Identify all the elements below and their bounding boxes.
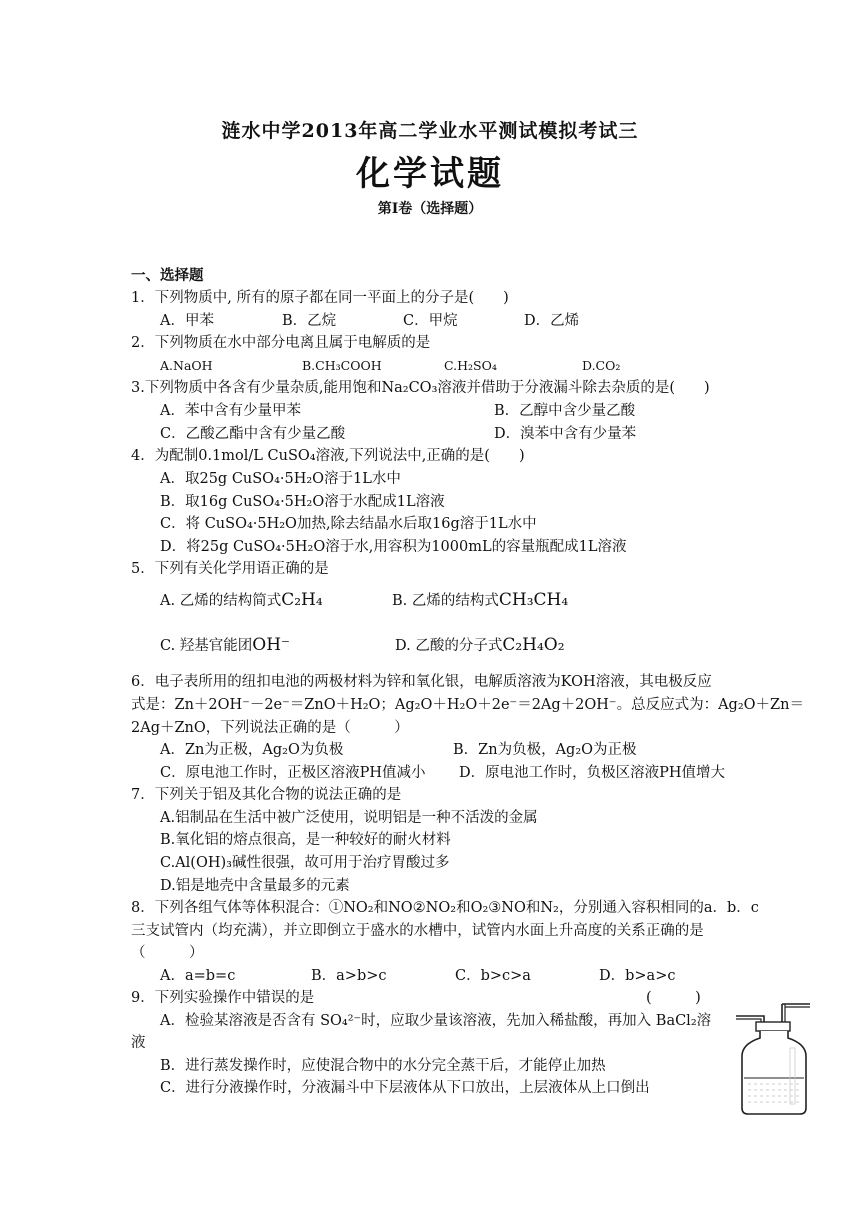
q5-option-d-formula: C₂H₄O₂ bbox=[502, 635, 565, 655]
q6-line-3: 2Ag＋ZnO，下列说法正确的是（ ） bbox=[131, 720, 409, 736]
volume-title: 第I卷（选择题） bbox=[377, 201, 483, 217]
q5-option-d bbox=[395, 635, 565, 656]
q7-option-c: C.Al(OH)₃碱性很强，故可用于治疗胃酸过多 bbox=[160, 855, 450, 871]
q8-option-b: B．a>b>c bbox=[311, 968, 387, 984]
q3-option-a: A．苯中含有少量甲苯 bbox=[160, 403, 301, 419]
q9-option-a-cont: 液 bbox=[131, 1035, 146, 1051]
q5-option-c bbox=[160, 635, 290, 656]
q4-stem: 4．为配制0.1mol/L CuSO₄溶液,下列说法中,正确的是( ) bbox=[131, 448, 525, 464]
q5-option-d-text: D. 乙酸的分子式 bbox=[395, 638, 503, 654]
q7-option-d: D.铝是地壳中含量最多的元素 bbox=[160, 878, 350, 894]
q1-option-a: A．甲苯 bbox=[160, 313, 214, 329]
q6-line-1: 6．电子表所用的纽扣电池的两极材料为锌和氧化银，电解质溶液为KOH溶液，其电极反应 bbox=[131, 674, 712, 690]
q3-stem: 3.下列物质中各含有少量杂质,能用饱和Na₂CO₃溶液并借助于分液漏斗除去杂质的是( ) bbox=[131, 380, 710, 396]
q6-line-2: 式是：Zn＋2OH⁻－2e⁻＝ZnO＋H₂O；Ag₂O＋H₂O＋2e⁻＝2Ag＋2OH⁻。总反应式为：Ag₂O＋Zn＝ bbox=[131, 697, 804, 713]
q3-option-d: D．溴苯中含有少量苯 bbox=[494, 426, 637, 442]
q6-option-a: A．Zn为正极，Ag₂O为负极 bbox=[160, 742, 344, 758]
q8-line-3: （ ） bbox=[131, 945, 204, 961]
q5-option-c-text: C. 羟基官能团 bbox=[160, 638, 253, 654]
q8-option-d: D．b>a>c bbox=[599, 968, 676, 984]
q1-option-c: C．甲烷 bbox=[403, 313, 458, 329]
q7-stem: 7．下列关于铝及其化合物的说法正确的是 bbox=[131, 787, 402, 803]
q2-option-c: C.H₂SO₄ bbox=[444, 358, 497, 373]
section-heading: 一、选择题 bbox=[131, 267, 204, 284]
q5-option-a-formula: C₂H₄ bbox=[281, 590, 323, 610]
q3-option-c: C．乙酸乙酯中含有少量乙酸 bbox=[160, 426, 346, 442]
q5-option-a bbox=[160, 590, 323, 611]
q2-option-d: D.CO₂ bbox=[582, 358, 621, 373]
q5-option-c-formula: OH⁻ bbox=[252, 635, 291, 655]
q4-option-c: C．将 CuSO₄·5H₂O加热,除去结晶水后取16g溶于1L水中 bbox=[160, 516, 537, 532]
q9-option-c: C．进行分液操作时，分液漏斗中下层液体从下口放出，上层液体从上口倒出 bbox=[160, 1080, 650, 1096]
q8-option-c: C．b>c>a bbox=[455, 968, 531, 984]
q9-stem: 9．下列实验操作中错误的是 bbox=[131, 990, 315, 1006]
q1-stem: 1．下列物质中, 所有的原子都在同一平面上的分子是( ) bbox=[131, 290, 509, 306]
q1-option-b: B．乙烷 bbox=[282, 313, 337, 329]
q8-option-a: A．a=b=c bbox=[160, 968, 236, 984]
q8-line-1: 8．下列各组气体等体积混合：①NO₂和NO②NO₂和O₂③NO和N₂，分别通入容积相同的a．b．c bbox=[131, 900, 759, 916]
q4-option-b: B．取16g CuSO₄·5H₂O溶于水配成1L溶液 bbox=[160, 494, 445, 510]
q9-option-a: A．检验某溶液是否含有 SO₄²⁻时，应取少量该溶液，先加入稀盐酸，再加入 BaCl₂溶 bbox=[160, 1013, 712, 1029]
gas-washing-bottle-icon bbox=[734, 1000, 814, 1118]
q5-option-b bbox=[392, 590, 568, 611]
school-exam-title: 涟水中学2013年高二学业水平测试模拟考试三 bbox=[221, 120, 639, 142]
q7-option-b: B.氧化铝的熔点很高，是一种较好的耐火材料 bbox=[160, 832, 451, 848]
q6-option-d: D．原电池工作时，负极区溶液PH值增大 bbox=[459, 765, 726, 781]
q2-stem: 2．下列物质在水中部分电离且属于电解质的是 bbox=[131, 335, 431, 351]
q9-option-b: B．进行蒸发操作时，应使混合物中的水分完全蒸干后，才能停止加热 bbox=[160, 1058, 606, 1074]
q7-option-a: A.铝制品在生活中被广泛使用，说明铝是一种不活泼的金属 bbox=[160, 810, 538, 826]
q4-option-a: A．取25g CuSO₄·5H₂O溶于1L水中 bbox=[160, 471, 401, 487]
q2-option-b: B.CH₃COOH bbox=[302, 358, 382, 373]
q5-option-a-text: A. 乙烯的结构简式 bbox=[160, 593, 282, 609]
q6-option-b: B．Zn为负极，Ag₂O为正极 bbox=[453, 742, 637, 758]
q1-option-d: D．乙烯 bbox=[524, 313, 580, 329]
q8-line-2: 三支试管内（均充满），并立即倒立于盛水的水槽中，试管内水面上升高度的关系正确的是 bbox=[131, 923, 704, 939]
q6-option-c: C．原电池工作时，正极区溶液PH值减小 bbox=[160, 765, 426, 781]
q5-option-b-text: B. 乙烯的结构式 bbox=[392, 593, 499, 609]
q5-stem: 5．下列有关化学用语正确的是 bbox=[131, 561, 329, 577]
subject-title: 化学试题 bbox=[356, 154, 504, 194]
q9-answer-paren: ( ) bbox=[646, 990, 701, 1006]
q2-option-a: A.NaOH bbox=[160, 358, 213, 373]
q3-option-b: B．乙醇中含少量乙酸 bbox=[494, 403, 636, 419]
q4-option-d: D．将25g CuSO₄·5H₂O溶于水,用容积为1000mL的容量瓶配成1L溶液 bbox=[160, 539, 627, 555]
q5-option-b-formula: CH₃CH₄ bbox=[498, 590, 569, 610]
